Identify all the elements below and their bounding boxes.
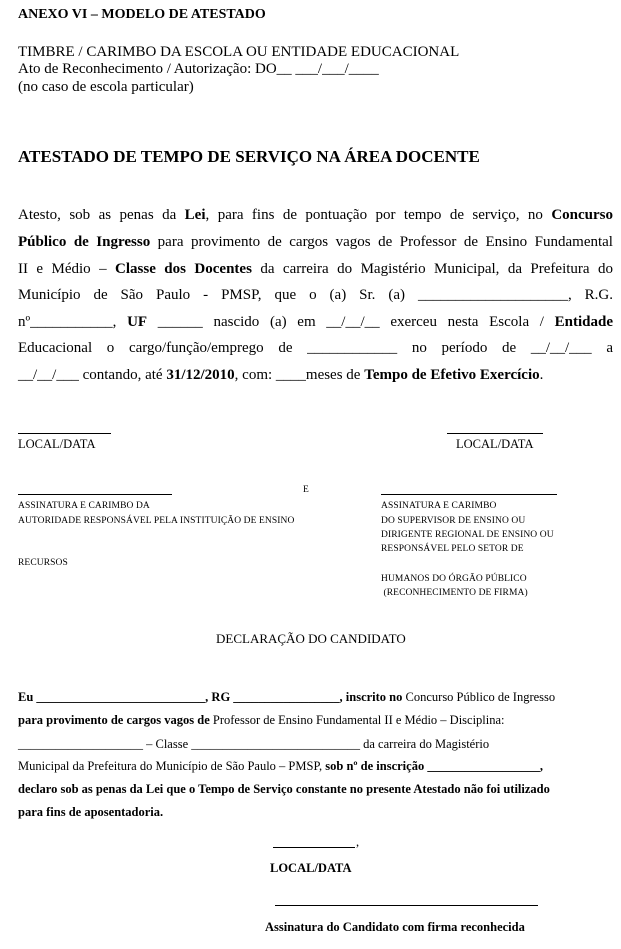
text-run: Entidade xyxy=(554,315,613,330)
text-run: nº___________, xyxy=(18,315,128,330)
authority-line-3: RECURSOS xyxy=(18,558,68,568)
text-run: sob nº de inscrição __________________, xyxy=(325,759,543,773)
supervisor-line-3: DIRIGENTE REGIONAL DE ENSINO OU xyxy=(381,530,554,540)
text-run: Concurso xyxy=(551,208,613,223)
declaration-line-3: ____________________ – Classe ___________________________ da carreira do Magistério xyxy=(18,737,490,751)
body-line-5 xyxy=(18,315,613,330)
candidate-signature-label: Assinatura do Candidato com firma reconhecida xyxy=(265,920,525,934)
certificate-title: ATESTADO DE TEMPO DE SERVIÇO NA ÁREA DOCENTE xyxy=(18,147,480,166)
local-data-right-rule xyxy=(447,433,543,434)
local-data-candidate-rule xyxy=(273,847,355,848)
text-run: para provimento de cargos vagos de xyxy=(18,713,213,727)
text-run: UF xyxy=(127,315,148,330)
recognition-act-line: Ato de Reconhecimento / Autorização: DO__ ___/___/____ xyxy=(18,61,379,77)
text-run: Atesto, sob as penas da xyxy=(18,208,185,223)
text-run: da carreira do Magistério Municipal, da Prefeitura do xyxy=(251,262,613,277)
body-line-7 xyxy=(18,368,543,383)
text-run: Público de Ingresso xyxy=(18,235,151,250)
text-run: Lei xyxy=(184,208,206,223)
body-line-6: Educacional o cargo/função/emprego de ____________ no período de __/__/___ a xyxy=(18,341,613,356)
text-run: Municipal da Prefeitura do Município de São Paulo – PMSP, xyxy=(18,759,326,773)
text-run: , com: ____meses de xyxy=(234,367,365,383)
text-run: ______ nascido (a) em __/__/__ exerceu nesta Escola / xyxy=(147,315,555,330)
declaration-line-6: para fins de aposentadoria. xyxy=(18,805,164,819)
declaration-line-2 xyxy=(18,714,505,727)
declaration-title: DECLARAÇÃO DO CANDIDATO xyxy=(216,631,406,646)
text-run: Professor de Ensino Fundamental II e Médio – Disciplina: xyxy=(212,713,505,727)
text-run: Tempo de Efetivo Exercício xyxy=(364,367,540,383)
supervisor-line-5: HUMANOS DO ÓRGÃO PÚBLICO xyxy=(381,574,527,584)
text-run: Classe dos Docentes xyxy=(115,262,252,277)
letterhead-line: TIMBRE / CARIMBO DA ESCOLA OU ENTIDADE EDUCACIONAL xyxy=(18,44,460,60)
supervisor-line-6: (RECONHECIMENTO DE FIRMA) xyxy=(381,588,528,598)
body-line-1 xyxy=(18,208,613,223)
body-line-2 xyxy=(18,235,613,250)
text-run: __/__/___ contando, até xyxy=(18,367,167,383)
text-run: . xyxy=(539,367,544,383)
private-school-note: (no caso de escola particular) xyxy=(18,79,194,95)
supervisor-line-4: RESPONSÁVEL PELO SETOR DE xyxy=(381,544,524,554)
connector-e: E xyxy=(303,485,309,495)
candidate-local-data-label: LOCAL/DATA xyxy=(270,861,352,875)
local-data-left-label: LOCAL/DATA xyxy=(18,437,96,451)
text-run: Eu ___________________________, RG _________________, inscrito no xyxy=(18,690,406,704)
declaration-line-1 xyxy=(18,691,555,704)
text-run: II e Médio – xyxy=(18,262,116,277)
text-run: para provimento de cargos vagos de Professor de Ensino Fundamental xyxy=(150,235,613,250)
annex-title: ANEXO VI – MODELO DE ATESTADO xyxy=(18,7,266,22)
local-data-left-rule xyxy=(18,433,111,434)
local-data-comma: , xyxy=(356,835,360,849)
supervisor-line-1: ASSINATURA E CARIMBO xyxy=(381,501,497,511)
text-run: Concurso Público de Ingresso xyxy=(405,690,556,704)
text-run: , para fins de pontuação por tempo de serviço, no xyxy=(205,208,552,223)
supervisor-line-2: DO SUPERVISOR DE ENSINO OU xyxy=(381,516,526,526)
declaration-line-4 xyxy=(18,760,543,773)
text-run: 31/12/2010 xyxy=(166,367,235,383)
local-data-right-label: LOCAL/DATA xyxy=(456,437,534,451)
authority-signature-rule xyxy=(18,494,172,495)
candidate-signature-rule xyxy=(275,905,538,906)
supervisor-signature-rule xyxy=(381,494,557,495)
authority-line-2: AUTORIDADE RESPONSÁVEL PELA INSTITUIÇÃO DE ENSINO xyxy=(18,516,295,526)
declaration-line-5: declaro sob as penas da Lei que o Tempo de Serviço constante no presente Atestado não foi utilizado xyxy=(18,782,550,796)
body-line-3 xyxy=(18,262,613,277)
authority-line-1: ASSINATURA E CARIMBO DA xyxy=(18,501,150,511)
body-line-4: Município de São Paulo - PMSP, que o (a) Sr. (a) ____________________, R.G. xyxy=(18,288,613,303)
